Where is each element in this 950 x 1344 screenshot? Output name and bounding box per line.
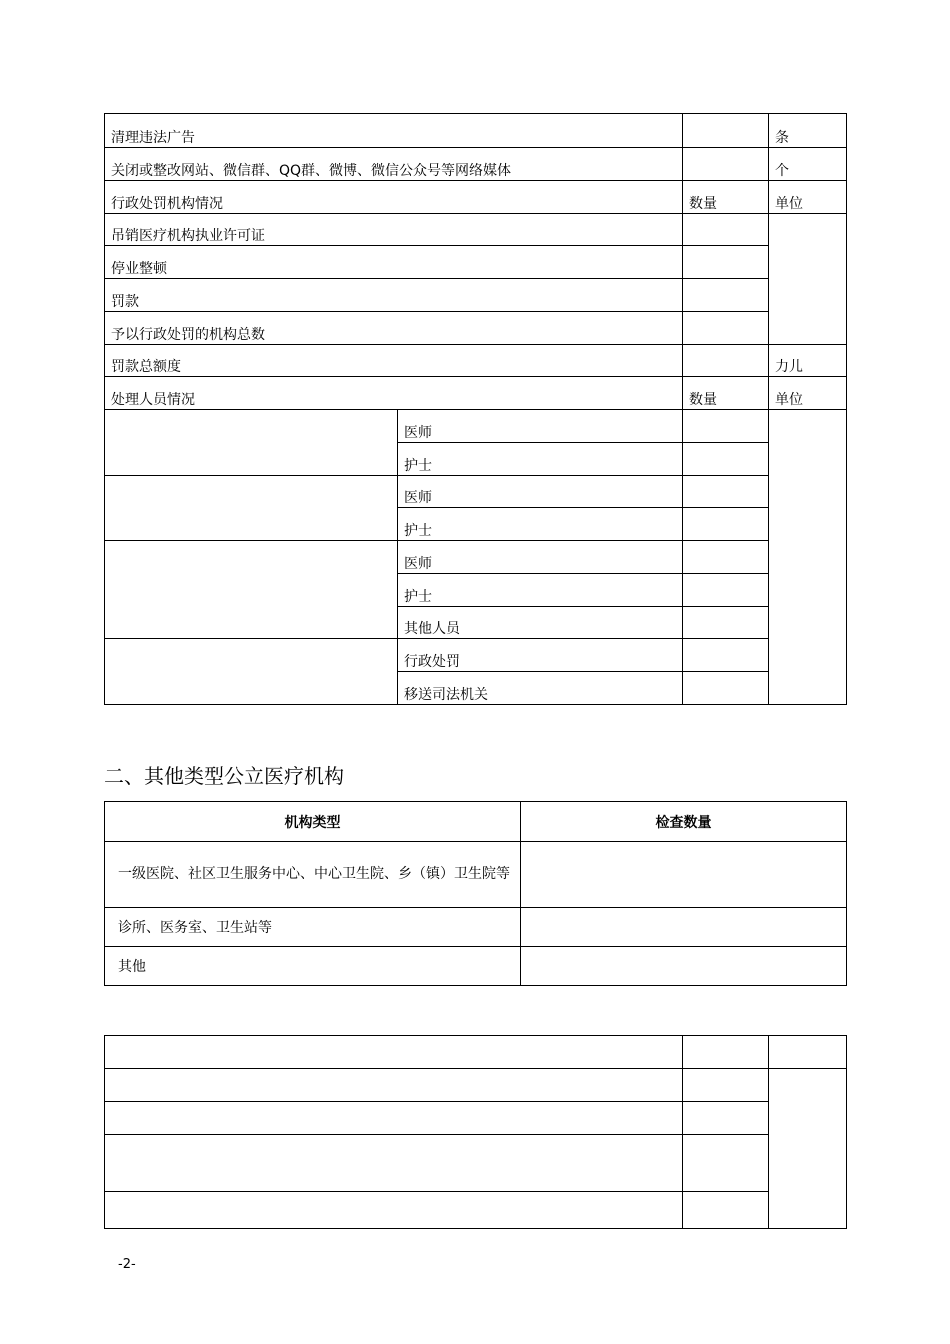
group-label [105, 476, 398, 541]
inspection-count-cell[interactable] [521, 908, 847, 947]
sub-item-label: 行政处罚 [398, 639, 683, 672]
row-label: 关闭或整改网站、微信群、QQ群、微博、微信公众号等网络媒体 [105, 148, 683, 181]
row-value[interactable] [683, 541, 769, 574]
section-heading: 二、其他类型公立医疗机构 [104, 764, 344, 788]
inspection-count-cell[interactable] [521, 947, 847, 986]
blank-cell [105, 1102, 683, 1135]
row-value[interactable] [683, 114, 769, 148]
institution-type-table [104, 801, 847, 986]
row-value[interactable] [683, 574, 769, 607]
section-label: 处理人员情况 [105, 377, 683, 410]
row-label: 罚款总额度 [105, 345, 683, 377]
unit-cell-merged [769, 410, 847, 705]
row-value[interactable] [683, 246, 769, 279]
blank-cell[interactable] [683, 1036, 769, 1069]
blank-cell[interactable] [683, 1069, 769, 1102]
row-value[interactable] [683, 639, 769, 672]
page-number: -2- [118, 1257, 136, 1272]
blank-cell-merged [769, 1069, 847, 1229]
blank-cell [769, 1036, 847, 1069]
row-label: 吊销医疗机构执业许可证 [105, 214, 683, 246]
blank-cell[interactable] [683, 1102, 769, 1135]
group-label [105, 541, 398, 639]
blank-cell [105, 1036, 683, 1069]
row-value[interactable] [683, 410, 769, 443]
row-value[interactable] [683, 148, 769, 181]
blank-table [104, 1035, 847, 1229]
header-inspection-count: 检查数量 [521, 802, 847, 842]
sub-item-label: 医师 [398, 541, 683, 574]
column-header-unit: 单位 [769, 181, 847, 214]
section-label: 行政处罚机构情况 [105, 181, 683, 214]
blank-cell [105, 1192, 683, 1229]
row-value[interactable] [683, 345, 769, 377]
sub-item-label: 护士 [398, 508, 683, 541]
blank-cell[interactable] [683, 1192, 769, 1229]
institution-type-cell: 诊所、医务室、卫生站等 [105, 908, 521, 947]
sub-item-label: 其他人员 [398, 607, 683, 639]
blank-cell [105, 1069, 683, 1102]
row-label: 停业整顿 [105, 246, 683, 279]
row-value[interactable] [683, 279, 769, 312]
institution-type-cell: 其他 [105, 947, 521, 986]
row-value[interactable] [683, 672, 769, 705]
sub-item-label: 医师 [398, 476, 683, 508]
column-header-unit: 单位 [769, 377, 847, 410]
enforcement-table [104, 113, 847, 705]
group-label [105, 410, 398, 476]
institution-type-cell: 一级医院、社区卫生服务中心、中心卫生院、乡（镇）卫生院等 [105, 842, 521, 908]
row-value[interactable] [683, 508, 769, 541]
row-label: 罚款 [105, 279, 683, 312]
group-label [105, 639, 398, 705]
inspection-count-cell[interactable] [521, 842, 847, 908]
row-value[interactable] [683, 312, 769, 345]
sub-item-label: 护士 [398, 574, 683, 607]
row-label: 予以行政处罚的机构总数 [105, 312, 683, 345]
sub-item-label: 移送司法机关 [398, 672, 683, 705]
row-value[interactable] [683, 607, 769, 639]
column-header-count: 数量 [683, 377, 769, 410]
row-value[interactable] [683, 443, 769, 476]
sub-item-label: 医师 [398, 410, 683, 443]
column-header-count: 数量 [683, 181, 769, 214]
row-label: 清理违法广告 [105, 114, 683, 148]
blank-cell [105, 1135, 683, 1192]
blank-cell[interactable] [683, 1135, 769, 1192]
unit-cell-merged [769, 214, 847, 345]
header-institution-type: 机构类型 [105, 802, 521, 842]
row-unit: 条 [769, 114, 847, 148]
row-unit: 个 [769, 148, 847, 181]
row-unit: 力儿 [769, 345, 847, 377]
row-value[interactable] [683, 214, 769, 246]
sub-item-label: 护士 [398, 443, 683, 476]
row-value[interactable] [683, 476, 769, 508]
